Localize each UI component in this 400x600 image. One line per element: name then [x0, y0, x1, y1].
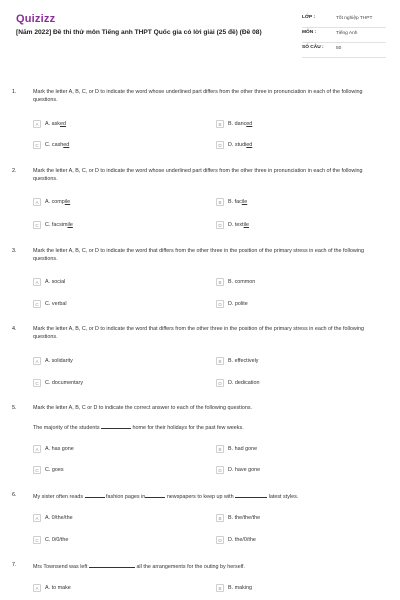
option-text: C. verbal [45, 301, 67, 307]
option-c[interactable] [33, 221, 73, 229]
option-text: C. documentary [45, 380, 84, 386]
option-letter-box: D [216, 379, 224, 387]
option-letter-box: D [216, 221, 224, 229]
question-number: 6. [12, 492, 17, 498]
question-number: 7. [12, 562, 17, 568]
quizizz-logo: Quizizz [16, 13, 56, 25]
option-a[interactable] [33, 198, 70, 206]
meta-value: Tiếng Anh [336, 31, 358, 36]
meta-row-subject [302, 28, 386, 43]
meta-key: SỐ CÂU : [302, 45, 324, 50]
option-text: A. to make [45, 585, 71, 591]
question-number: 3. [12, 248, 17, 254]
question-sentence: My sister often reads fashion pages in newspapers to keep up with latest styles. [33, 494, 299, 500]
question-number: 1. [12, 89, 17, 95]
option-text: D. dedication [228, 380, 260, 386]
option-letter-box: C [33, 379, 41, 387]
option-b[interactable] [216, 445, 257, 453]
option-text: D. have gone [228, 467, 261, 473]
option-b[interactable] [216, 278, 255, 286]
option-text: B. danced [228, 121, 253, 127]
option-b[interactable] [216, 514, 260, 522]
option-c[interactable] [33, 379, 83, 387]
question-text: Mark the letter A, B, C, or D to indicate the word whose underlined part differs from the other three in pronunciation in each of the following questions. [33, 89, 363, 103]
option-letter-box: C [33, 300, 41, 308]
option-text: C. goes [45, 467, 64, 473]
option-letter-box: A [33, 278, 41, 286]
option-letter-box: A [33, 584, 41, 592]
option-letter-box: D [216, 536, 224, 544]
answer-blank [101, 423, 131, 429]
option-b[interactable] [216, 357, 258, 365]
answer-blank [145, 492, 165, 498]
option-b[interactable] [216, 198, 247, 206]
question-text: Mark the letter A, B, C, or D to indicate the word that differs from the other three in the position of the primary stress in each of the following questions. [33, 248, 364, 262]
answer-blank [235, 492, 267, 498]
worksheet-title: [Năm 2022] Đề thi thử môn Tiếng anh THPT Quốc gia có lời giải (25 đề) (Đề 08) [16, 29, 262, 36]
option-c[interactable] [33, 141, 69, 149]
option-letter-box: A [33, 120, 41, 128]
option-text: B. facile [228, 199, 248, 205]
option-d[interactable] [216, 536, 256, 544]
meta-key: MÔN : [302, 30, 317, 35]
option-text: B. common [228, 279, 256, 285]
meta-row-class [302, 13, 386, 28]
option-text: C. 0/0/the [45, 537, 69, 543]
option-b[interactable] [216, 584, 252, 592]
option-letter-box: B [216, 584, 224, 592]
option-c[interactable] [33, 466, 64, 474]
question-text: Mark the letter A, B, C, or D to indicate the word whose underlined part differs from the other three in pronunciation in each of the following questions. [33, 168, 363, 182]
option-c[interactable] [33, 300, 67, 308]
option-letter-box: D [216, 466, 224, 474]
option-text: A. 0/the/the [45, 515, 73, 521]
option-text: A. compile [45, 199, 71, 205]
option-letter-box: B [216, 198, 224, 206]
option-letter-box: C [33, 536, 41, 544]
option-letter-box: D [216, 300, 224, 308]
meta-value: 50 [336, 46, 342, 51]
question-sentence: The majority of the students home for their holidays for the past few weeks. [33, 425, 244, 431]
option-text: B. effectively [228, 358, 259, 364]
option-text: C. cashed [45, 142, 70, 148]
option-d[interactable] [216, 379, 259, 387]
option-a[interactable] [33, 120, 66, 128]
question-sentence: Mrs Townsend was left all the arrangements for the outing by herself. [33, 564, 245, 570]
option-letter-box: B [216, 445, 224, 453]
option-a[interactable] [33, 445, 74, 453]
option-d[interactable] [216, 466, 260, 474]
question-number: 2. [12, 168, 17, 174]
option-text: D. the/0/the [228, 537, 256, 543]
option-text: C. facsimile [45, 222, 73, 228]
option-text: A. solidarity [45, 358, 73, 364]
meta-key: LỚP : [302, 15, 316, 20]
option-text: B. making [228, 585, 252, 591]
option-text: A. social [45, 279, 66, 285]
option-a[interactable] [33, 514, 73, 522]
answer-blank [89, 562, 135, 568]
question-text: Mark the letter A, B, C, or D to indicate the word that differs from the other three in the position of the primary stress in each of the following questions. [33, 326, 364, 340]
option-letter-box: B [216, 120, 224, 128]
option-a[interactable] [33, 584, 71, 592]
option-d[interactable] [216, 221, 249, 229]
option-letter-box: A [33, 514, 41, 522]
option-b[interactable] [216, 120, 252, 128]
option-c[interactable] [33, 536, 68, 544]
option-text: B. the/the/the [228, 515, 261, 521]
option-a[interactable] [33, 357, 73, 365]
meta-table [302, 13, 386, 58]
option-d[interactable] [216, 300, 248, 308]
question-number: 4. [12, 326, 17, 332]
meta-row-count [302, 43, 386, 58]
option-text: D. textile [228, 222, 249, 228]
option-letter-box: A [33, 198, 41, 206]
meta-value: Tốt nghiệp THPT [336, 16, 373, 21]
option-letter-box: C [33, 141, 41, 149]
answer-blank [85, 492, 105, 498]
option-text: A. asked [45, 121, 66, 127]
option-letter-box: B [216, 278, 224, 286]
option-text: D. polite [228, 301, 248, 307]
option-letter-box: D [216, 141, 224, 149]
option-text: B. had gone [228, 446, 258, 452]
option-letter-box: A [33, 445, 41, 453]
question-number: 5. [12, 405, 17, 411]
option-text: D. studied [228, 142, 253, 148]
option-d[interactable] [216, 141, 252, 149]
option-letter-box: A [33, 357, 41, 365]
option-a[interactable] [33, 278, 65, 286]
question-text: Mark the letter A, B, C or D to indicate the correct answer to each of the following questions. [33, 405, 253, 411]
option-letter-box: B [216, 357, 224, 365]
option-letter-box: C [33, 466, 41, 474]
option-letter-box: B [216, 514, 224, 522]
option-letter-box: C [33, 221, 41, 229]
option-text: A. has gone [45, 446, 74, 452]
